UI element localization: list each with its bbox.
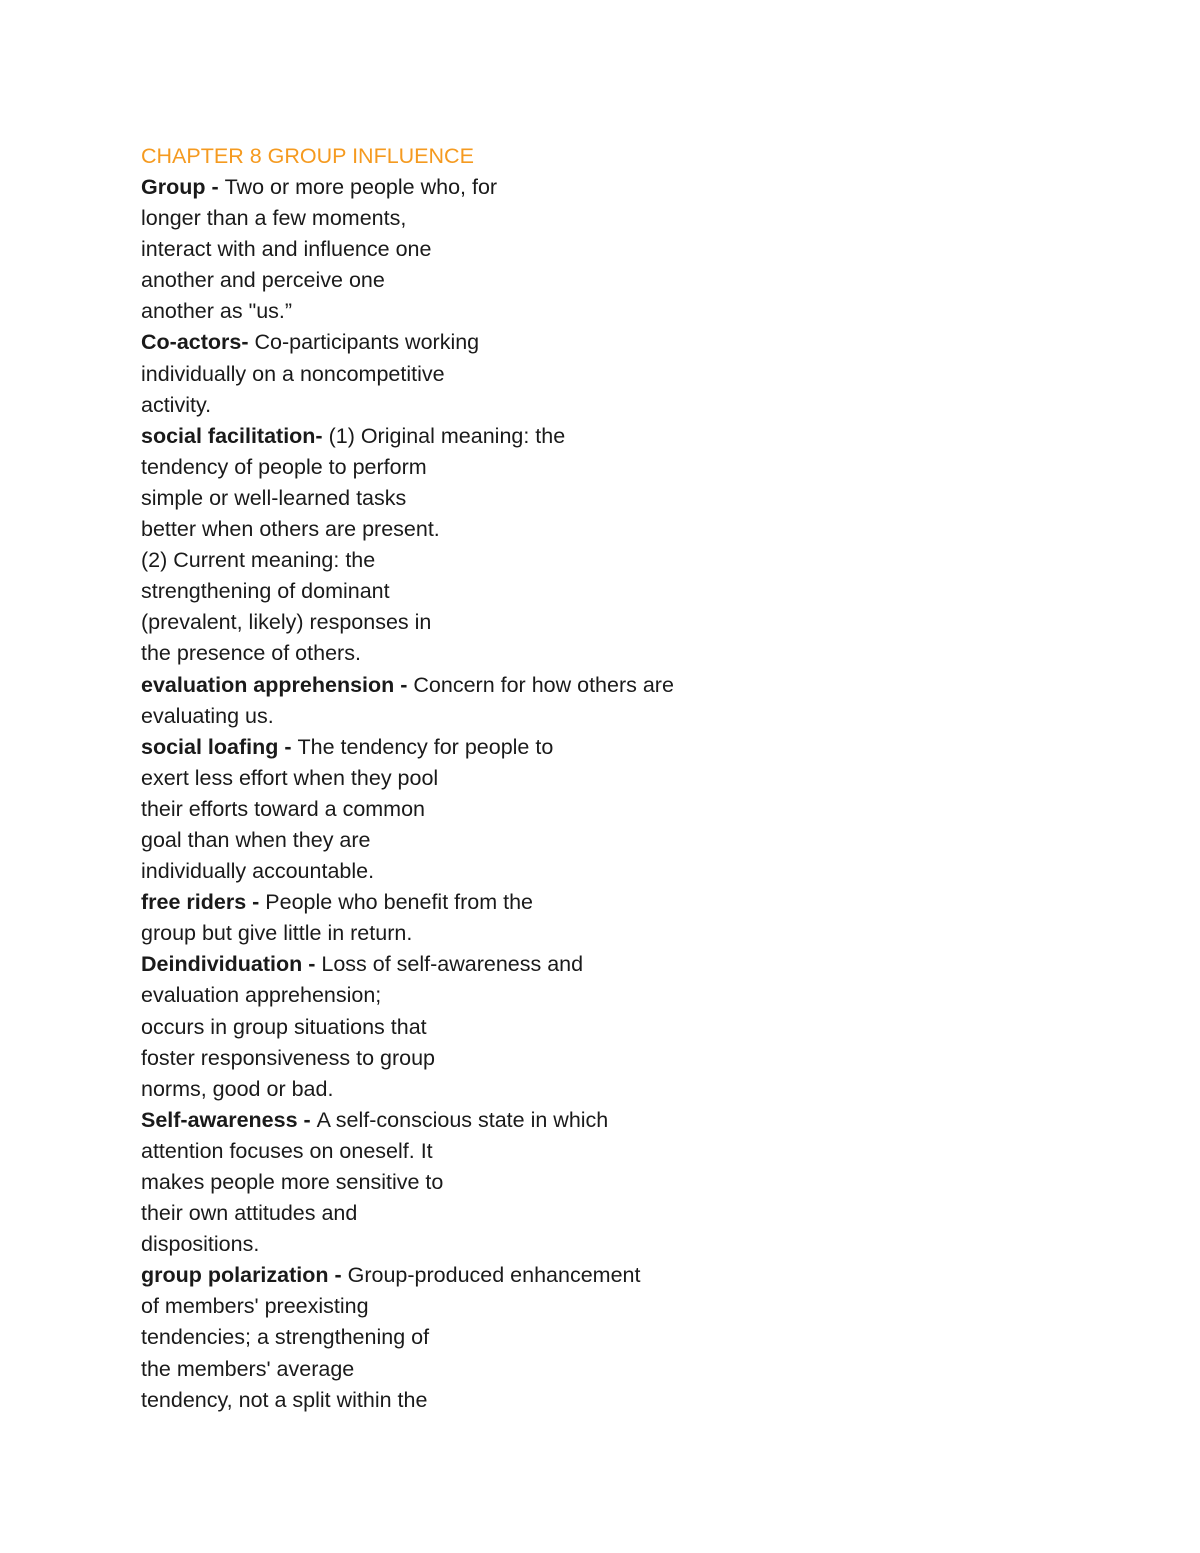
definition-line — [141, 763, 781, 794]
definition-line — [141, 1136, 781, 1167]
term-label: Group - — [141, 175, 225, 199]
definition-line-term — [141, 1105, 781, 1136]
definition-line — [141, 390, 781, 421]
definition-text: their own attitudes and — [141, 1201, 358, 1226]
definition-line — [141, 1229, 781, 1260]
definition-text: evaluating us. — [141, 703, 274, 728]
definition-line — [141, 980, 781, 1011]
term-label: Self-awareness - — [141, 1107, 317, 1132]
definition-text: The tendency for people to — [297, 734, 554, 759]
definition-line — [141, 701, 781, 732]
definition-line — [141, 483, 781, 514]
definition-text: makes people more sensitive to — [141, 1170, 444, 1194]
definition-text: A self-conscious state in which — [316, 1107, 609, 1132]
definition-line — [141, 1012, 781, 1043]
definition-line — [141, 296, 781, 327]
definition-line — [141, 1074, 781, 1105]
definition-text: of members' preexisting — [141, 1294, 369, 1319]
definition-line — [141, 1354, 781, 1385]
term-label: Co-actors- — [141, 330, 255, 355]
definition-text: tendency, not a split within the — [141, 1387, 428, 1412]
definition-line — [141, 514, 781, 545]
definition-line — [141, 203, 781, 234]
document-body — [141, 141, 781, 1416]
definition-text: tendencies; a strengthening of — [141, 1325, 430, 1350]
definition-line — [141, 359, 781, 390]
definition-text: (1) Original meaning: the — [328, 423, 566, 448]
definition-text: (prevalent, likely) responses in — [141, 610, 432, 635]
definition-line-term — [141, 1260, 781, 1291]
definition-text: goal than when they are — [141, 827, 371, 852]
definition-line — [141, 1198, 781, 1229]
definition-text: Co-participants working — [254, 330, 480, 355]
definition-line-term — [141, 887, 781, 918]
definition-text: strengthening of dominant — [141, 579, 390, 604]
term-label: group polarization - — [141, 1263, 348, 1288]
definition-line — [141, 545, 781, 576]
definition-line-term — [141, 421, 781, 452]
term-label: social facilitation- — [141, 423, 329, 448]
definition-line — [141, 638, 781, 669]
term-label: free riders - — [141, 890, 266, 915]
definition-text: better when others are present. — [141, 517, 440, 542]
term-label: evaluation apprehension - — [141, 672, 414, 697]
definition-text: Concern for how others are — [413, 672, 674, 697]
definition-list — [141, 172, 781, 1416]
definition-text: individually accountable. — [141, 859, 375, 884]
definition-line-term — [141, 327, 781, 358]
definition-text: the presence of others. — [141, 641, 361, 666]
definition-line — [141, 265, 781, 296]
definition-line-term — [141, 732, 781, 763]
definition-text: longer than a few moments, — [141, 206, 407, 231]
definition-text: dispositions. — [141, 1232, 260, 1257]
definition-text: evaluation apprehension; — [141, 983, 382, 1008]
definition-line — [141, 1043, 781, 1074]
definition-line — [141, 1322, 781, 1353]
definition-text: norms, good or bad. — [141, 1076, 334, 1101]
definition-line — [141, 1385, 781, 1416]
term-label: social loafing - — [141, 734, 298, 759]
definition-text: another and perceive one — [141, 268, 385, 293]
definition-line — [141, 452, 781, 483]
definition-line — [141, 856, 781, 887]
definition-text: People who benefit from the — [265, 890, 534, 915]
definition-text: another as "us.” — [141, 299, 293, 324]
definition-line — [141, 918, 781, 949]
definition-line — [141, 1167, 781, 1198]
definition-line — [141, 607, 781, 638]
definition-text: activity. — [141, 392, 212, 417]
definition-text: tendency of people to perform — [141, 454, 427, 479]
term-label: Deindividuation - — [141, 952, 322, 977]
definition-text: group but give little in return. — [141, 921, 413, 946]
definition-text: interact with and influence one — [141, 237, 432, 262]
definition-text: Group-produced enhancement — [347, 1263, 641, 1288]
definition-text: simple or well-learned tasks — [141, 485, 407, 510]
definition-line-term — [141, 172, 781, 203]
definition-text: occurs in group situations that — [141, 1014, 427, 1039]
definition-text: Loss of self-awareness and — [321, 952, 584, 977]
definition-line-term — [141, 670, 781, 701]
definition-text: individually on a noncompetitive — [141, 361, 445, 386]
definition-line — [141, 825, 781, 856]
definition-text: the members' average — [141, 1356, 355, 1381]
definition-text: (2) Current meaning: the — [141, 548, 376, 573]
definition-text: exert less effort when they pool — [141, 765, 439, 790]
definition-line — [141, 576, 781, 607]
definition-text: their efforts toward a common — [141, 796, 426, 821]
definition-line-term — [141, 949, 781, 980]
definition-text: foster responsiveness to group — [141, 1045, 435, 1070]
definition-line — [141, 234, 781, 265]
definition-text: attention focuses on oneself. It — [141, 1138, 433, 1163]
definition-line — [141, 1291, 781, 1322]
definition-line — [141, 794, 781, 825]
chapter-heading: CHAPTER 8 GROUP INFLUENCE — [141, 144, 474, 168]
definition-text: Two or more people who, for — [224, 175, 498, 199]
